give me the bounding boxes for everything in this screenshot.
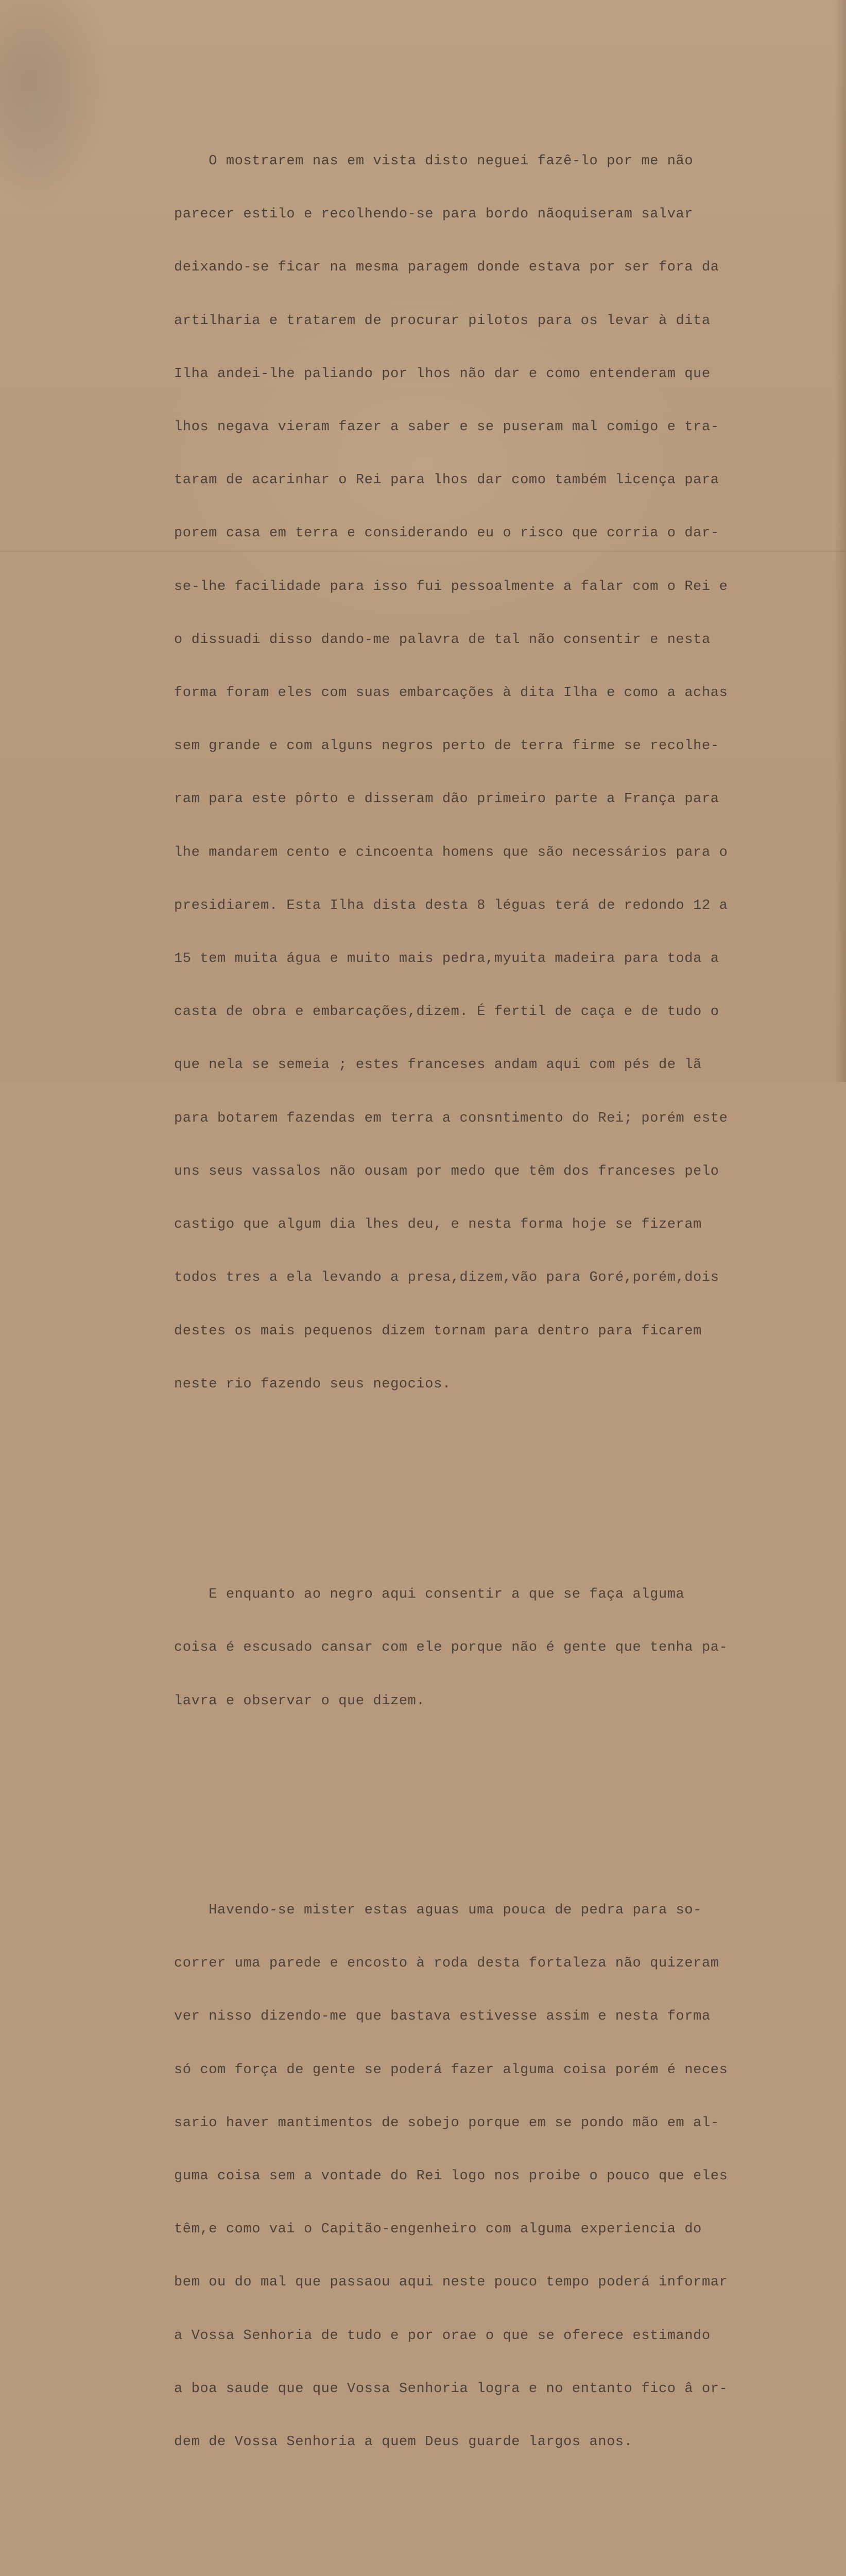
- text-line: casta de obra e embarcações,dizem. É fertil de caça e de tudo o: [174, 1004, 719, 1020]
- text-line: para botarem fazendas em terra a consntimento do Rei; porém este: [174, 1110, 728, 1126]
- text-line: dem de Vossa Senhoria a quem Deus guarde largos anos.: [174, 2434, 633, 2450]
- text-line: destes os mais pequenos dizem tornam para dentro para ficarem: [174, 1323, 702, 1339]
- paragraph-1: [174, 117, 838, 1429]
- text-line: ver nisso dizendo-me que bastava estivesse assim e nesta forma: [174, 2009, 711, 2025]
- text-line: sario haver mantimentos de sobejo porque em se pondo mão em al-: [174, 2115, 719, 2131]
- text-line: bem ou do mal que passaou aqui neste pouco tempo poderá informar: [174, 2275, 728, 2291]
- paragraph-2: [174, 1550, 838, 1745]
- text-line: lavra e observar o que dizem.: [174, 1693, 425, 1709]
- text-line: a Vossa Senhoria de tudo e por orae o que se oferece estimando: [174, 2328, 711, 2344]
- text-line: Havendo-se mister estas aguas uma pouca de pedra para so-: [174, 1903, 702, 1919]
- text-line: sem grande e com alguns negros perto de terra firme se recolhe-: [174, 738, 719, 754]
- text-line: E enquanto ao negro aqui consentir a que se faça alguma: [174, 1587, 685, 1603]
- text-line: só com força de gente se poderá fazer alguma coisa porém é neces: [174, 2062, 728, 2078]
- text-line: parecer estilo e recolhendo-se para bordo nãoquiseram salvar: [174, 207, 694, 223]
- text-line: coisa é escusado cansar com ele porque não é gente que tenha pa-: [174, 1640, 728, 1656]
- text-line: lhe mandarem cento e cincoenta homens que são necessários para o: [174, 844, 728, 860]
- text-line: todos tres a ela levando a presa,dizem,vão para Goré,porém,dois: [174, 1270, 719, 1286]
- text-line: porem casa em terra e considerando eu o risco que corria o dar-: [174, 526, 719, 541]
- text-line: guma coisa sem a vontade do Rei logo nos proibe o pouco que eles: [174, 2168, 728, 2184]
- text-line: lhos negava vieram fazer a saber e se puseram mal comigo e tra-: [174, 419, 719, 435]
- paper-stain: [0, 0, 98, 237]
- text-line: correr uma parede e encosto à roda desta fortaleza não quizeram: [174, 1956, 719, 1972]
- text-line: a boa saude que que Vossa Senhoria logra e no entanto fico â or-: [174, 2381, 728, 2397]
- text-line: castigo que algum dia lhes deu, e nesta forma hoje se fizeram: [174, 1217, 702, 1233]
- letter-body: [174, 64, 838, 2576]
- text-line: uns seus vassalos não ousam por medo que têm dos franceses pelo: [174, 1163, 719, 1179]
- text-line: Ilha andei-lhe paliando por lhos não dar e como entenderam que: [174, 366, 711, 382]
- text-line: forma foram eles com suas embarcações à dita Ilha e como a achas: [174, 685, 728, 701]
- paragraph-3: [174, 1866, 838, 2486]
- text-line: artilharia e tratarem de procurar pilotos para os levar à dita: [174, 313, 711, 329]
- text-line: presidiarem. Esta Ilha dista desta 8 léguas terá de redondo 12 a: [174, 897, 728, 913]
- text-line: se-lhe facilidade para isso fui pessoalmente a falar com o Rei e: [174, 579, 728, 595]
- text-line: ram para este pôrto e disseram dão primeiro parte a França para: [174, 791, 719, 807]
- text-line: têm,e como vai o Capitão-engenheiro com alguma experiencia do: [174, 2222, 702, 2238]
- text-line: O mostrarem nas em vista disto neguei fazê-lo por me não: [174, 154, 694, 170]
- text-line: neste rio fazendo seus negocios.: [174, 1376, 451, 1392]
- text-line: taram de acarinhar o Rei para lhos dar como também licença para: [174, 472, 719, 488]
- text-line: 15 tem muita água e muito mais pedra,myuita madeira para toda a: [174, 951, 719, 967]
- text-line: que nela se semeia ; estes franceses andam aqui com pés de lã: [174, 1057, 702, 1073]
- text-line: o dissuadi disso dando-me palavra de tal não consentir e nesta: [174, 632, 711, 648]
- text-line: deixando-se ficar na mesma paragem donde estava por ser fora da: [174, 260, 719, 276]
